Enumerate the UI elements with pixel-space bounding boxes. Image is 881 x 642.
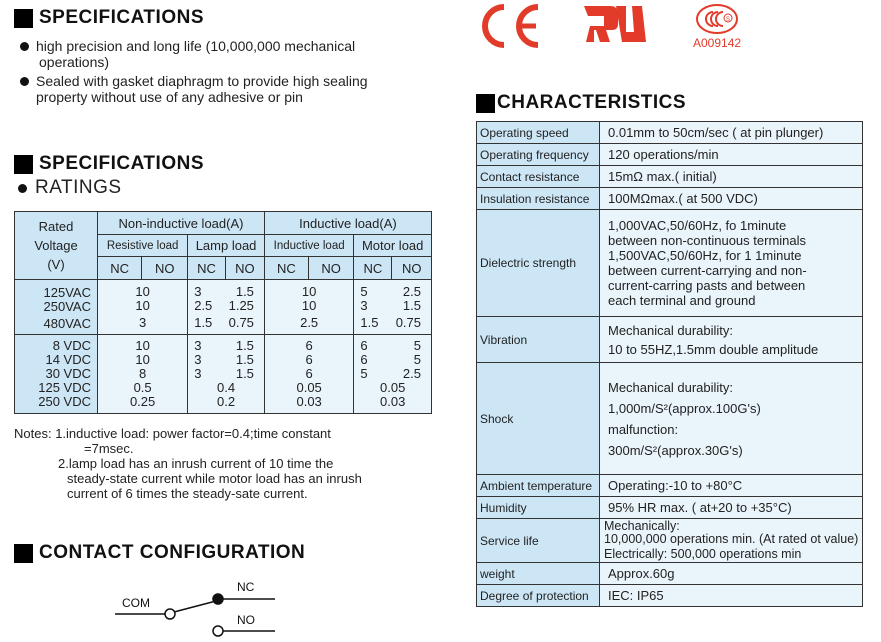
dc-voltages: 8 VDC 14 VDC 30 VDC 125 VDC 250 VDC bbox=[15, 335, 98, 414]
ul-mark-icon bbox=[582, 4, 650, 46]
char-row-vibration: Vibration Mechanical durability: 10 to 55HZ,1.5mm double amplitude bbox=[477, 317, 863, 363]
resistive-load-header: Resistive load bbox=[98, 235, 188, 257]
com-label: COM bbox=[122, 596, 150, 610]
dc-inductive-values: 6 6 6 0.05 0.03 bbox=[264, 335, 353, 414]
feature-item: Sealed with gasket diaphragm to provide high sealing property without use of any adhesive or pin bbox=[16, 73, 436, 105]
char-row-humidity: Humidity 95% HR max. ( at+20 to +35°C) bbox=[477, 497, 863, 519]
char-row-ambient-temperature: Ambient temperature Operating:-10 to +80°C bbox=[477, 475, 863, 497]
heading-square-icon bbox=[14, 155, 33, 174]
switch-arm bbox=[174, 601, 216, 612]
dc-resistive-values: 10 10 8 0.5 0.25 bbox=[98, 335, 188, 414]
ac-resistive-values: 10 10 3 bbox=[98, 280, 188, 335]
ratings-notes: Notes: 1.inductive load: power factor=0.4;time constant =7msec. 2.lamp load has an inrush current of 10 time the steady-state current while motor load has an inrush current of 6 times the steady-sate current. bbox=[14, 426, 362, 501]
ratings-heading: SPECIFICATIONS bbox=[14, 153, 204, 175]
rated-voltage-header: Rated Voltage (V) bbox=[15, 212, 98, 280]
nc-header: NC bbox=[264, 257, 308, 280]
characteristics-heading: CHARACTERISTICS bbox=[476, 92, 686, 114]
char-row-service-life: Service life Mechanically: 10,000,000 operations min. (At rated ot value) Electrically: 500,000 operations min bbox=[477, 519, 863, 563]
com-terminal-icon bbox=[165, 609, 175, 619]
bullet-icon bbox=[20, 42, 29, 51]
char-row-degree-of-protection: Degree of protection IEC: IP65 bbox=[477, 585, 863, 607]
ce-mark-icon bbox=[478, 2, 548, 48]
motor-load-header: Motor load bbox=[354, 235, 432, 257]
dc-lamp-values: 3 1.5 3 1.5 3 1.5 0.4 0.2 bbox=[188, 335, 265, 414]
nc-label: NC bbox=[237, 580, 255, 594]
feature-item: high precision and long life (10,000,000 mechanical operations) bbox=[16, 38, 436, 70]
ac-motor-values: 5 2.5 3 1.5 1.5 0.75 bbox=[354, 280, 432, 335]
contact-diagram bbox=[110, 575, 280, 642]
char-row-insulation-resistance: Insulation resistance 100MΩmax.( at 500 VDC) bbox=[477, 188, 863, 210]
dc-motor-values: 6 5 6 5 5 2.5 0.05 0.03 bbox=[354, 335, 432, 414]
char-row-contact-resistance: Contact resistance 15mΩ max.( initial) bbox=[477, 166, 863, 188]
inductive-header: Inductive load(A) bbox=[264, 212, 431, 235]
char-row-weight: weight Approx.60g bbox=[477, 563, 863, 585]
ac-ratings-row bbox=[15, 280, 432, 335]
char-row-operating-frequency: Operating frequency 120 operations/min bbox=[477, 144, 863, 166]
ccc-certificate-code: A009142 bbox=[693, 36, 742, 50]
bullet-icon bbox=[20, 77, 29, 86]
nc-header: NC bbox=[98, 257, 142, 280]
no-header: NO bbox=[308, 257, 354, 280]
ratings-subtitle: RATINGS bbox=[18, 177, 122, 199]
specifications-title: SPECIFICATIONS bbox=[39, 7, 204, 28]
nc-header: NC bbox=[354, 257, 392, 280]
no-header: NO bbox=[225, 257, 264, 280]
char-row-dielectric-strength: Dielectric strength 1,000VAC,50/60Hz, fo 1minute between non-continuous terminals 1,500VAC,50/60Hz, for 1 1minute between current-carrying and non- current-carring pasts and between each terminal and ground bbox=[477, 210, 863, 317]
characteristics-table bbox=[476, 121, 863, 607]
dc-ratings-row bbox=[15, 335, 432, 414]
lamp-load-header: Lamp load bbox=[188, 235, 265, 257]
svg-text:S: S bbox=[726, 17, 731, 23]
inductive-sub-header: Inductive load bbox=[264, 235, 353, 257]
ccc-mark-icon bbox=[695, 3, 741, 35]
ratings-table bbox=[14, 211, 432, 414]
ac-voltages: 125VAC 250VAC 480VAC bbox=[15, 280, 98, 335]
non-inductive-header: Non-inductive load(A) bbox=[98, 212, 265, 235]
heading-square-icon bbox=[14, 544, 33, 563]
no-terminal-icon bbox=[213, 626, 223, 636]
heading-square-icon bbox=[476, 94, 495, 113]
contact-configuration-heading: CONTACT CONFIGURATION bbox=[14, 542, 305, 564]
char-row-operating-speed: Operating speed 0.01mm to 50cm/sec ( at pin plunger) bbox=[477, 122, 863, 144]
no-label: NO bbox=[237, 613, 255, 627]
heading-square-icon bbox=[14, 9, 33, 28]
ac-inductive-values: 10 10 2.5 bbox=[264, 280, 353, 335]
nc-terminal-icon bbox=[213, 594, 223, 604]
feature-list bbox=[16, 38, 436, 108]
no-header: NO bbox=[142, 257, 188, 280]
ac-lamp-values: 3 1.5 2.5 1.25 1.5 0.75 bbox=[188, 280, 265, 335]
nc-header: NC bbox=[188, 257, 226, 280]
bullet-icon bbox=[18, 184, 27, 193]
specifications-heading bbox=[14, 7, 204, 29]
char-row-shock: Shock Mechanical durability: 1,000m/S²(approx.100G's) malfunction: 300m/S²(approx.30G's) bbox=[477, 363, 863, 475]
no-header: NO bbox=[392, 257, 432, 280]
